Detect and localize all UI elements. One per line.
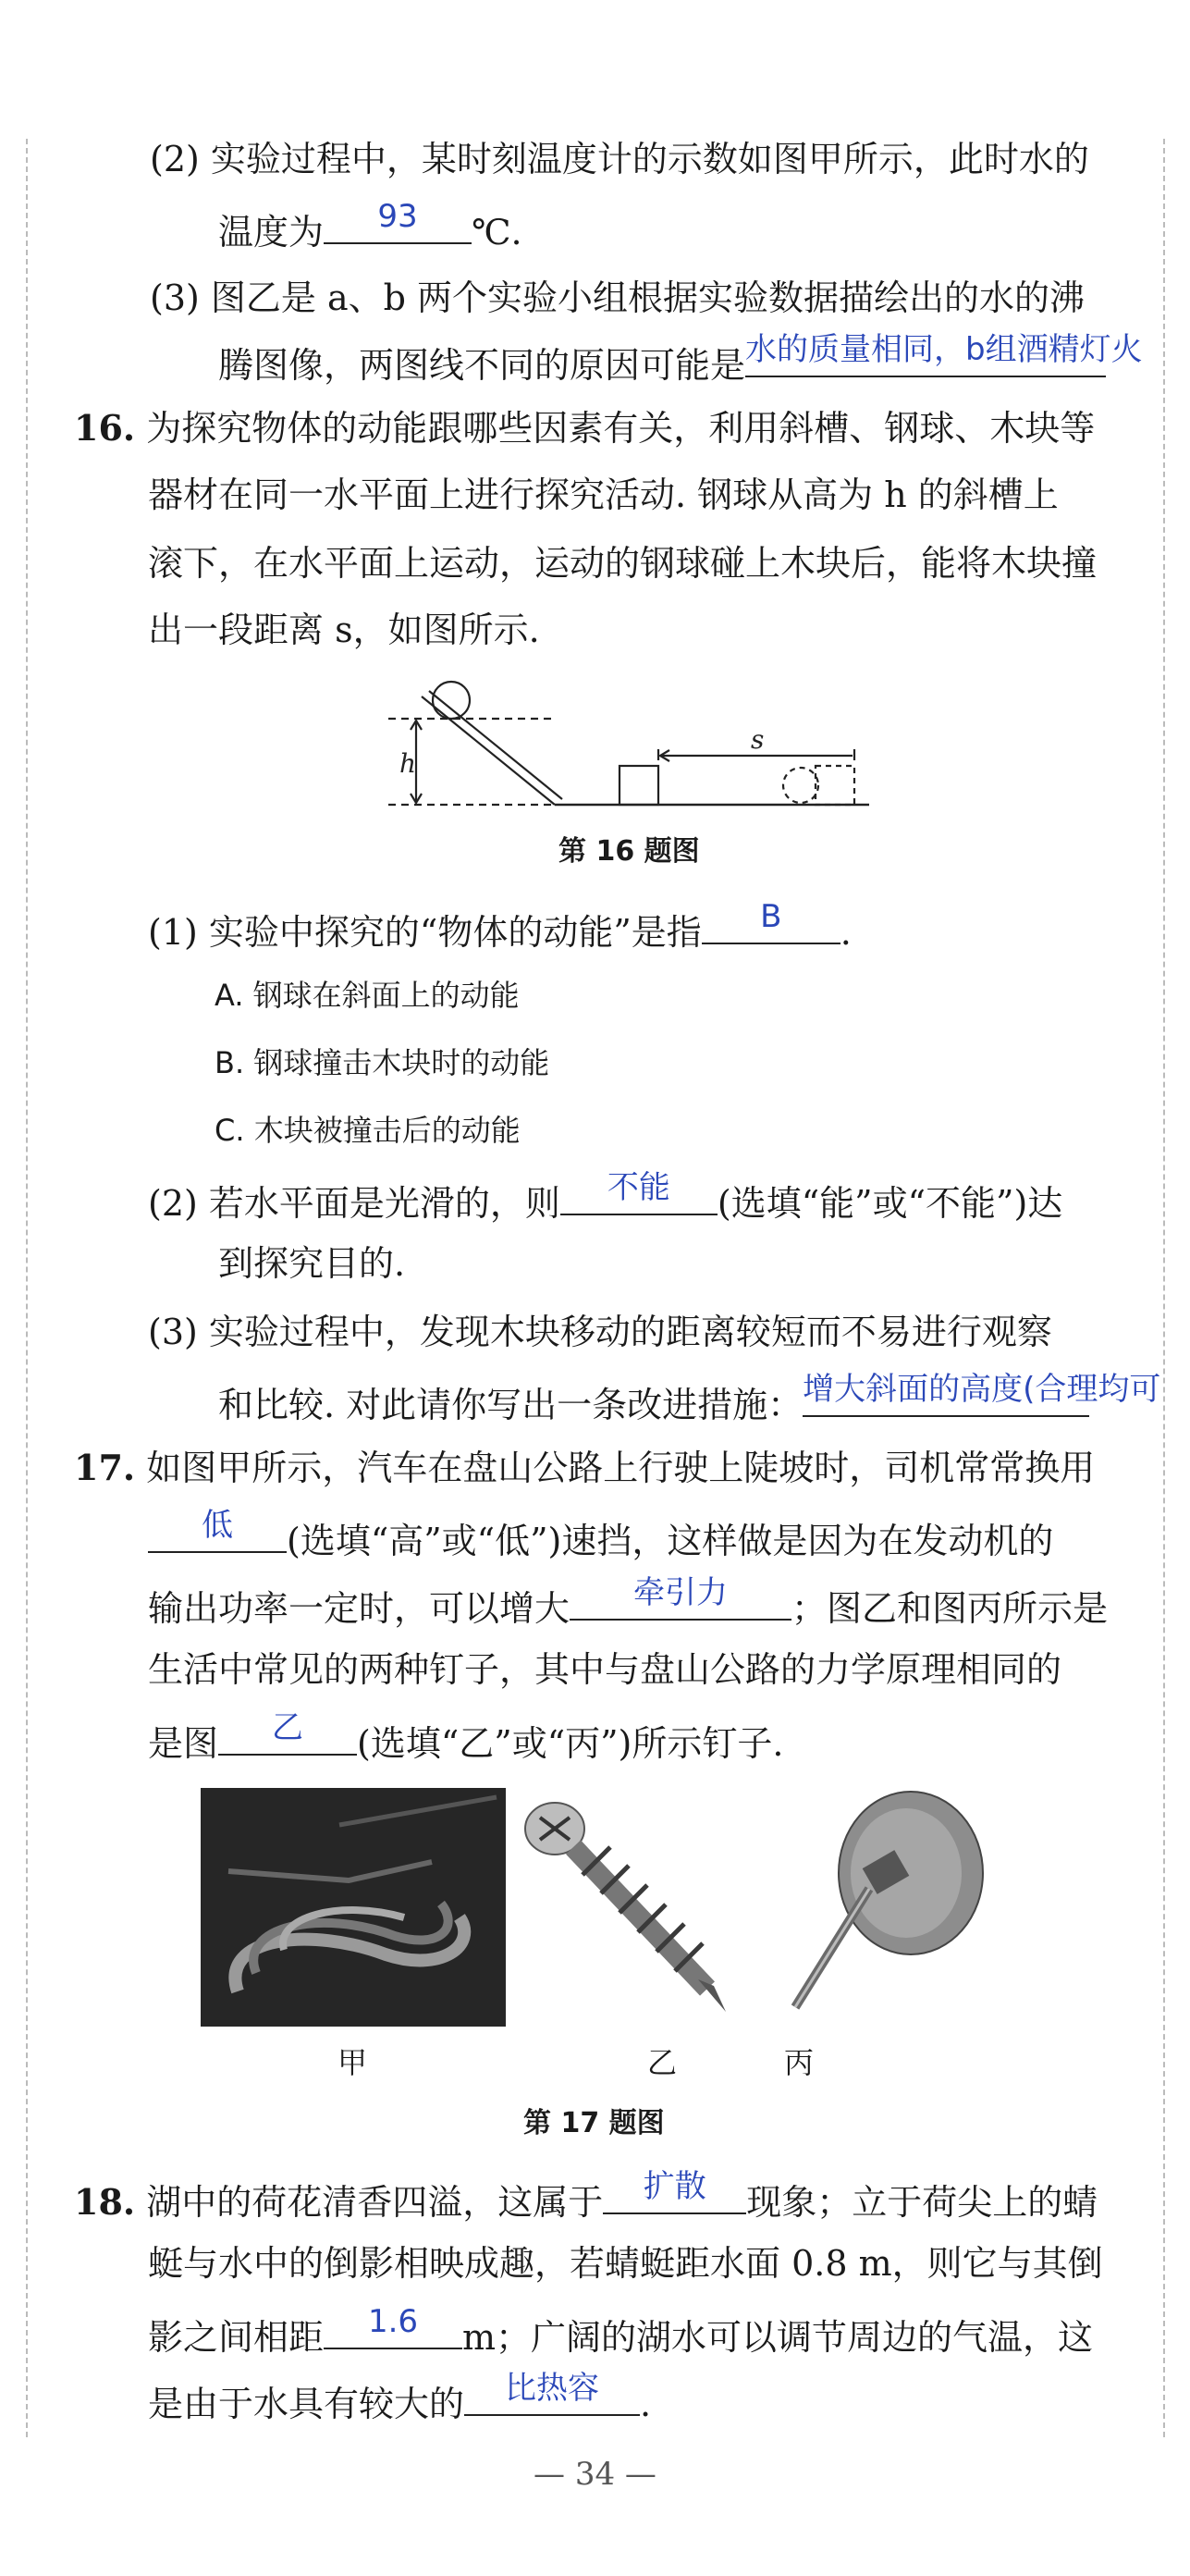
q15-part2-line2: [218, 198, 522, 256]
q17-line5: [148, 1709, 784, 1768]
screw-image: [518, 1790, 749, 2030]
q15-part2-suffix: ℃.: [472, 212, 522, 253]
q16-line1: [74, 404, 1095, 452]
q16-part2-answer: 不能: [607, 1169, 670, 1206]
q16-option-c: C. 木块被撞击后的动能: [215, 1113, 521, 1148]
q16-part2-blank[interactable]: [560, 1169, 718, 1215]
q16-part2-suffix: (选填“能”或“不能”)达: [717, 1183, 1063, 1224]
right-margin-line: [1163, 139, 1165, 2437]
q16-part1: [148, 898, 852, 956]
thumbtack-image: [767, 1785, 989, 2026]
label-yi: 乙: [647, 2045, 678, 2080]
mountain-road-image: [201, 1788, 506, 2027]
label-h: h: [399, 748, 417, 779]
q15-part2-line1: (2) 实验过程中，某时刻温度计的示数如图甲所示，此时水的: [150, 139, 1089, 179]
q18-line4: [148, 2370, 652, 2428]
q16-line4: 出一段距离 s，如图所示.: [148, 610, 540, 650]
mountain-road-photo: [201, 1788, 506, 2027]
q18-answer-1: 扩散: [643, 2168, 706, 2205]
q17-answer-1: 低: [202, 1507, 233, 1544]
q16-number: 16.: [74, 407, 136, 449]
q15-part2-blank[interactable]: [324, 198, 472, 244]
q16-part3-blank[interactable]: [803, 1371, 1161, 1417]
q17-blank-1[interactable]: [148, 1507, 287, 1553]
moved-block-dashed: [816, 766, 854, 805]
q17-line2: [148, 1507, 1054, 1565]
ramp-line: [422, 696, 555, 805]
q16-option-a: A. 钢球在斜面上的动能: [215, 978, 520, 1013]
q16-part1-blank[interactable]: [702, 898, 840, 944]
label-bing: 丙: [784, 2045, 815, 2080]
q18-line4-suffix: .: [640, 2384, 652, 2424]
q17-answer-3: 乙: [272, 1709, 304, 1746]
q15-part3-line2: [218, 331, 1143, 389]
steel-ball: [433, 682, 470, 719]
q17-text-1: 如图甲所示，汽车在盘山公路上行驶上陡坡时，司机常常换用: [146, 1448, 1096, 1488]
q18-line2: 蜓与水中的倒影相映成趣，若蜻蜓距水面 0.8 m，则它与其倒: [148, 2243, 1103, 2284]
q18-answer-3: 比热容: [505, 2370, 600, 2407]
ramp-line-2: [429, 691, 562, 799]
q17-blank-2[interactable]: [570, 1574, 791, 1621]
q16-line3: 滚下，在水平面上运动，运动的钢球碰上木块后，能将木块撞: [148, 543, 1098, 584]
q16-line2: 器材在同一水平面上进行探究活动. 钢球从高为 h 的斜槽上: [148, 475, 1059, 515]
q18-blank-1[interactable]: [603, 2168, 746, 2214]
q18-number: 18.: [74, 2181, 136, 2223]
q18-line3: [148, 2303, 1094, 2361]
q17-line5-suffix: (选填“乙”或“丙”)所示钉子.: [357, 1723, 784, 1764]
q18-line1: [74, 2168, 1098, 2226]
page-number: — 34 —: [534, 2456, 656, 2493]
q18-line1-prefix: 湖中的荷花清香四溢，这属于: [146, 2182, 604, 2223]
q15-part3-blank[interactable]: [745, 331, 1143, 377]
fig17-caption: 第 17 题图: [523, 2107, 665, 2139]
q17-answer-2: 牵引力: [633, 1574, 729, 1611]
q18-line3-prefix: 影之间相距: [148, 2317, 325, 2358]
q18-line4-prefix: 是由于水具有较大的: [148, 2384, 465, 2424]
q17-line3: [148, 1574, 1109, 1633]
label-s: s: [751, 724, 765, 755]
q16-text-1: 为探究物体的动能跟哪些因素有关，利用斜槽、钢球、木块等: [146, 408, 1096, 449]
q18-blank-2[interactable]: [324, 2303, 462, 2349]
q15-part2-answer: 93: [377, 198, 418, 235]
label-jia: 甲: [337, 2045, 368, 2080]
q17-line3-suffix: ；图乙和图丙所示是: [791, 1588, 1109, 1629]
q15-part3-answer: 水的质量相同，b组酒精灯火: [745, 331, 1143, 368]
q17-line1: [74, 1444, 1095, 1492]
q16-part3-answer: 增大斜面的高度(合理均可: [803, 1371, 1161, 1408]
q16-part1-prefix: (1) 实验中探究的“物体的动能”是指: [148, 912, 702, 953]
q18-line1-suffix: 现象；立于荷尖上的蜻: [746, 2182, 1098, 2223]
q16-part1-answer: B: [760, 898, 782, 935]
q17-line5-prefix: 是图: [148, 1723, 219, 1764]
q17-line4: 生活中常见的两种钉子，其中与盘山公路的力学原理相同的: [148, 1649, 1062, 1690]
left-margin-line: [26, 139, 28, 2437]
fig16-caption: 第 16 题图: [558, 835, 700, 868]
q16-part3-line2: [218, 1371, 1161, 1429]
q16-part3-line1: (3) 实验过程中，发现木块移动的距离较短而不易进行观察: [148, 1312, 1052, 1352]
q17-blank-3[interactable]: [218, 1709, 357, 1756]
q17-line3-prefix: 输出功率一定时，可以增大: [148, 1588, 570, 1629]
q18-answer-2: 1.6: [367, 2303, 419, 2340]
q16-option-b: B. 钢球撞击木块时的动能: [215, 1045, 550, 1080]
q16-part3-prefix: 和比较. 对此请你写出一条改进措施：: [218, 1385, 804, 1425]
q15-part3-prefix: 腾图像，两图线不同的原因可能是: [218, 345, 746, 386]
q18-line3-suffix: m；广阔的湖水可以调节周边的气温，这: [462, 2317, 1094, 2358]
q15-part2-prefix: 温度为: [218, 212, 325, 253]
moved-ball-dashed: [783, 768, 818, 803]
q17-line2-text: (选填“高”或“低”)速挡，这样做是因为在发动机的: [287, 1521, 1054, 1561]
wood-block: [620, 766, 658, 805]
q16-part2-line2: 到探究目的.: [218, 1243, 406, 1284]
q17-number: 17.: [74, 1447, 136, 1488]
q15-part3-line1: (3) 图乙是 a、b 两个实验小组根据实验数据描绘出的水的沸: [150, 277, 1086, 318]
q16-part2-prefix: (2) 若水平面是光滑的，则: [148, 1183, 560, 1224]
q16-part1-suffix: .: [840, 912, 852, 953]
q16-part2: [148, 1169, 1063, 1227]
fig16-diagram: [388, 671, 878, 819]
q18-blank-3[interactable]: [464, 2370, 640, 2416]
